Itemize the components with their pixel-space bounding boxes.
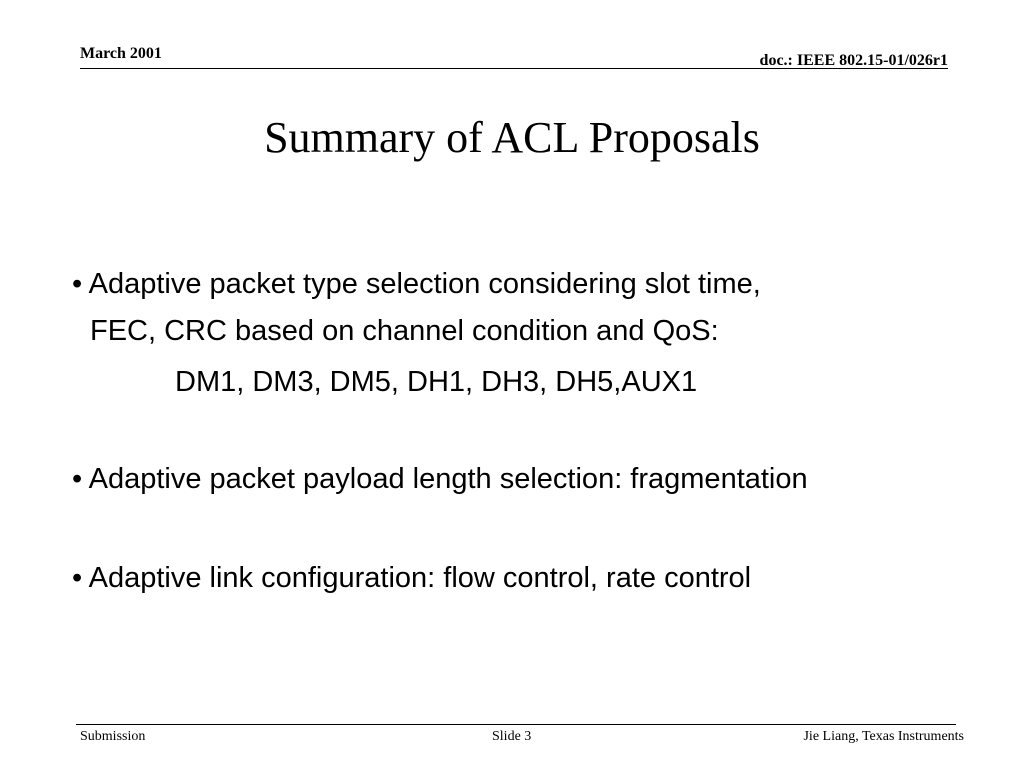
footer-divider xyxy=(76,724,956,725)
bullet-3: • Adaptive link configuration: flow control, rate control xyxy=(72,562,752,594)
footer-submission: Submission xyxy=(80,729,146,744)
bullet-2: • Adaptive packet payload length selection: fragmentation xyxy=(72,463,808,495)
footer-author: Jie Liang, Texas Instruments xyxy=(803,729,964,744)
header-date: March 2001 xyxy=(80,45,162,62)
header-doc-id: doc.: IEEE 802.15-01/026r1 xyxy=(759,52,948,69)
slide-title: Summary of ACL Proposals xyxy=(264,113,760,162)
bullet-1-line-3: DM1, DM3, DM5, DH1, DH3, DH5,AUX1 xyxy=(175,366,698,398)
bullet-1-line-2: FEC, CRC based on channel condition and QoS: xyxy=(90,315,719,347)
bullet-1-line-1: • Adaptive packet type selection considering slot time, xyxy=(72,268,761,300)
header-divider xyxy=(80,68,948,69)
footer-slide-number: Slide 3 xyxy=(492,729,532,744)
